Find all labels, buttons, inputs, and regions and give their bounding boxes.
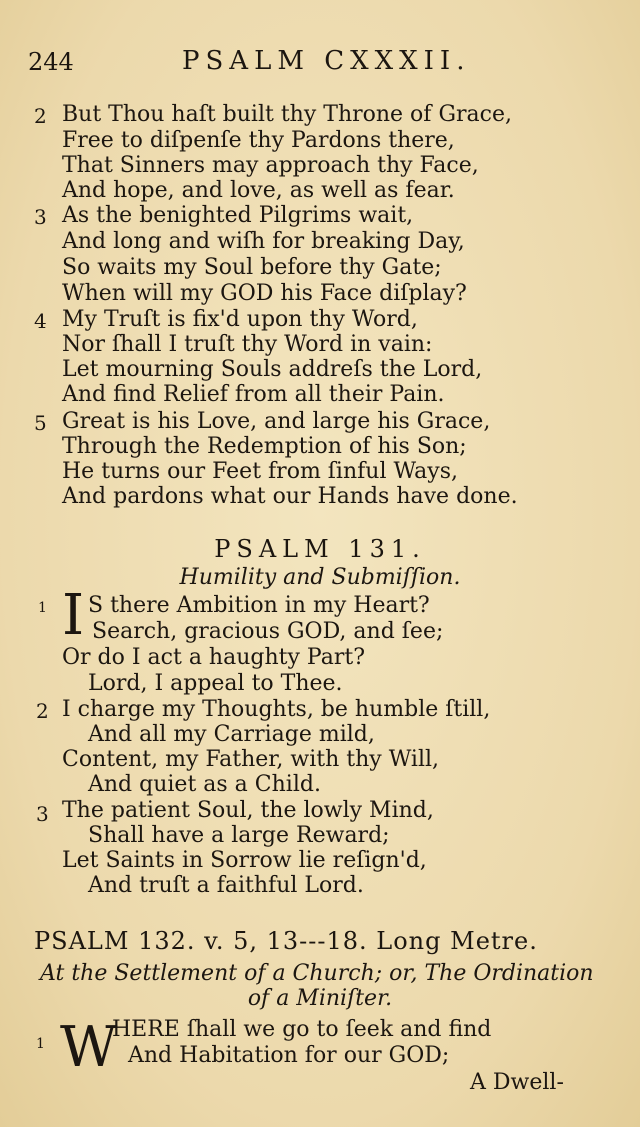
verse-line: That Sinners may approach thy Face, bbox=[62, 153, 479, 178]
drop-cap: I bbox=[62, 583, 85, 648]
verse-line: But Thou haſt built thy Throne of Grace, bbox=[62, 102, 512, 127]
verse-line: And all my Carriage mild, bbox=[88, 722, 375, 747]
verse-line: Search, gracious GOD, and ſee; bbox=[92, 619, 444, 644]
verse-line: Through the Redemption of his Son; bbox=[62, 434, 467, 459]
verse-number: 1 bbox=[36, 1036, 45, 1052]
verse-line: And pardons what our Hands have done. bbox=[62, 484, 518, 509]
verse-number: 5 bbox=[34, 411, 47, 435]
verse-line: I charge my Thoughts, be humble ſtill, bbox=[62, 697, 491, 722]
verse-number: 2 bbox=[34, 104, 47, 128]
verse-line: And truſt a faithful Lord. bbox=[88, 873, 364, 898]
verse-line: Let mourning Souls addreſs the Lord, bbox=[62, 357, 483, 382]
running-title: PSALM CXXXII. bbox=[182, 46, 471, 76]
psalm-title: PSALM 132. v. 5, 13---18. Long Metre. bbox=[34, 927, 538, 955]
verse-line: And long and wiſh for breaking Day, bbox=[62, 229, 465, 254]
verse-line: Content, my Father, with thy Will, bbox=[62, 747, 440, 772]
verse-number: 2 bbox=[36, 699, 49, 723]
verse-line: HERE ſhall we go to ſeek and find bbox=[112, 1017, 492, 1042]
verse-line: Free to diſpenſe thy Pardons there, bbox=[62, 128, 455, 153]
psalm-subtitle: Humility and Submiſſion. bbox=[179, 565, 461, 590]
psalm-subtitle: At the Settlement of a Church; or, The Ordination bbox=[40, 961, 594, 986]
verse-line: When will my GOD his Face diſplay? bbox=[62, 281, 467, 306]
verse-line: And find Relief from all their Pain. bbox=[62, 382, 445, 407]
verse-line: And Habitation for our GOD; bbox=[128, 1043, 450, 1068]
verse-line: As the benighted Pilgrims wait, bbox=[62, 203, 414, 228]
verse-line: Let Saints in Sorrow lie reſign'd, bbox=[62, 848, 427, 873]
verse-line: Shall have a large Reward; bbox=[88, 823, 390, 848]
verse-number: 1 bbox=[38, 600, 47, 616]
psalm-subtitle: of a Miniſter. bbox=[247, 986, 393, 1011]
verse-number: 3 bbox=[36, 802, 49, 826]
verse-line: Nor ſhall I truſt thy Word in vain: bbox=[62, 332, 433, 357]
verse-line: Or do I act a haughty Part? bbox=[62, 645, 365, 670]
verse-line: Lord, I appeal to Thee. bbox=[88, 671, 343, 696]
verse-line: And hope, and love, as well as fear. bbox=[62, 178, 455, 203]
verse-line: My Truſt is fix'd upon thy Word, bbox=[62, 307, 418, 332]
verse-line: So waits my Soul before thy Gate; bbox=[62, 255, 442, 280]
verse-line: Great is his Love, and large his Grace, bbox=[62, 409, 491, 434]
catchword: A Dwell- bbox=[470, 1070, 564, 1095]
verse-number: 4 bbox=[34, 309, 47, 333]
verse-line: He turns our Feet from ſinful Ways, bbox=[62, 459, 459, 484]
drop-cap: W bbox=[60, 1015, 118, 1080]
psalm-title: PSALM 131. bbox=[214, 535, 426, 563]
verse-line: The patient Soul, the lowly Mind, bbox=[62, 798, 434, 823]
verse-number: 3 bbox=[34, 205, 47, 229]
page-number: 244 bbox=[28, 48, 74, 76]
verse-line: And quiet as a Child. bbox=[88, 772, 321, 797]
verse-line: S there Ambition in my Heart? bbox=[88, 593, 430, 618]
